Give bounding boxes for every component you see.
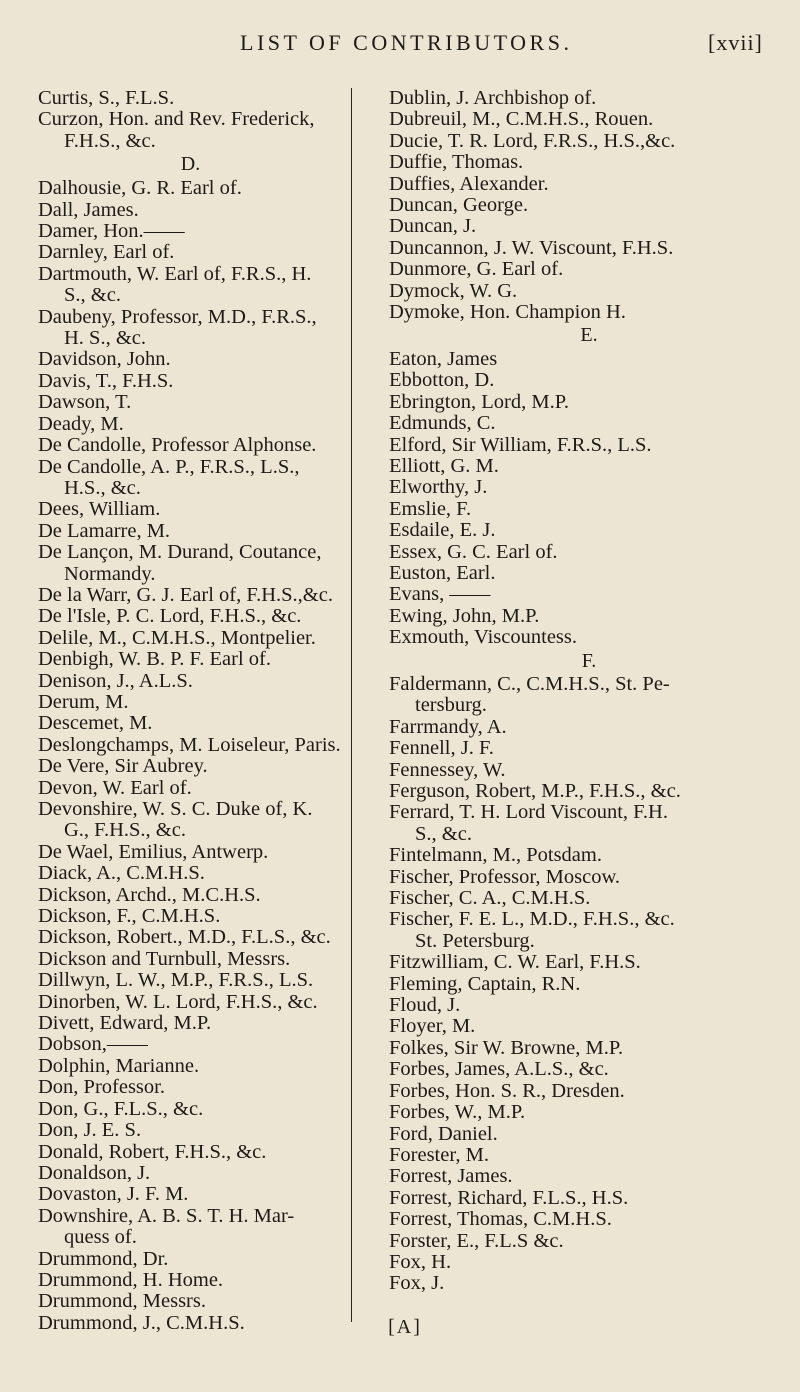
contributor-entry: Derum, M. bbox=[38, 690, 129, 713]
contributor-entry: Dall, James. bbox=[38, 198, 139, 221]
contributor-entry-continuation: G., F.H.S., &c. bbox=[64, 819, 186, 842]
contributor-entry: Ferrard, T. H. Lord Viscount, F.H. bbox=[389, 801, 668, 824]
page-number: [xvii] bbox=[708, 30, 763, 55]
contributor-entry: Damer, Hon.—— bbox=[38, 220, 185, 243]
contributor-entry: Dickson, F., C.M.H.S. bbox=[38, 905, 221, 928]
contributor-entry: Dillwyn, L. W., M.P., F.R.S., L.S. bbox=[38, 969, 314, 992]
contributor-entry: Edmunds, C. bbox=[389, 412, 496, 435]
contributor-entry: Forbes, James, A.L.S., &c. bbox=[389, 1058, 609, 1081]
contributor-entry-continuation: H. S., &c. bbox=[64, 327, 146, 350]
contributor-entry: Dickson, Robert., M.D., F.L.S., &c. bbox=[38, 926, 331, 949]
contributor-entry: Drummond, J., C.M.H.S. bbox=[38, 1311, 245, 1334]
contributor-entry: Dunmore, G. Earl of. bbox=[389, 258, 564, 281]
contributor-entry: Drummond, H. Home. bbox=[38, 1268, 224, 1291]
contributor-entry-continuation: H.S., &c. bbox=[64, 476, 141, 499]
contributor-entry: De Wael, Emilius, Antwerp. bbox=[38, 840, 269, 863]
contributor-entry: Dickson, Archd., M.C.H.S. bbox=[38, 883, 261, 906]
contributor-entry: Dobson,—— bbox=[38, 1033, 148, 1056]
contributor-entry: Curtis, S., F.L.S. bbox=[38, 87, 175, 109]
contributor-entry: Elworthy, J. bbox=[389, 476, 488, 499]
contributor-entry: Esdaile, E. J. bbox=[389, 519, 496, 542]
contributor-entry: Essex, G. C. Earl of. bbox=[389, 540, 558, 563]
contributor-entry: Dalhousie, G. R. Earl of. bbox=[38, 177, 242, 200]
contributor-entry: De la Warr, G. J. Earl of, F.H.S.,&c. bbox=[38, 583, 333, 606]
contributor-entry: Davis, T., F.H.S. bbox=[38, 369, 174, 392]
contributor-entry: Floud, J. bbox=[389, 994, 461, 1017]
contributor-entry: Dovaston, J. F. M. bbox=[38, 1183, 189, 1206]
contributor-entry: Duffie, Thomas. bbox=[389, 151, 524, 174]
contributor-entry: Duffies, Alexander. bbox=[389, 172, 549, 195]
contributor-entry: Forester, M. bbox=[389, 1143, 489, 1166]
contributor-entry: Ebbotton, D. bbox=[389, 369, 495, 392]
contributor-entry: Fischer, Professor, Moscow. bbox=[389, 865, 621, 888]
contributor-entry: Exmouth, Viscountess. bbox=[389, 626, 578, 649]
contributor-entry: Devonshire, W. S. C. Duke of, K. bbox=[38, 798, 313, 820]
contributor-entry: Fintelmann, M., Potsdam. bbox=[389, 844, 602, 867]
signature-mark: [A] bbox=[388, 1316, 422, 1338]
contributor-entry: Dinorben, W. L. Lord, F.H.S., &c. bbox=[38, 990, 318, 1013]
contributor-entry-continuation: S., &c. bbox=[415, 822, 472, 845]
section-letter: D. bbox=[180, 153, 201, 176]
contributor-entry: Ford, Daniel. bbox=[389, 1122, 498, 1145]
section-letter: E. bbox=[580, 324, 598, 347]
contributor-entry: Don, J. E. S. bbox=[38, 1119, 142, 1142]
contributor-entry: Fitzwilliam, C. W. Earl, F.H.S. bbox=[389, 951, 641, 974]
contributor-entry: Forrest, Richard, F.L.S., H.S. bbox=[389, 1186, 629, 1209]
contributor-entry: Fox, H. bbox=[389, 1250, 452, 1273]
page-footer bbox=[0, 1316, 800, 1339]
contributor-entry: Fox, J. bbox=[389, 1272, 445, 1295]
contributor-entry: Folkes, Sir W. Browne, M.P. bbox=[389, 1036, 624, 1059]
contributor-entry: Faldermann, C., C.M.H.S., St. Pe- bbox=[389, 672, 670, 695]
left-column bbox=[38, 88, 343, 1334]
contributor-entry: Curzon, Hon. and Rev. Frederick, bbox=[38, 108, 315, 131]
contributor-entry: Forster, E., F.L.S &c. bbox=[389, 1229, 564, 1252]
contributor-entry: Dymock, W. G. bbox=[389, 279, 518, 302]
contributor-entry: Forbes, W., M.P. bbox=[389, 1101, 526, 1124]
contributor-entry: Duncannon, J. W. Viscount, F.H.S. bbox=[389, 236, 674, 259]
contributor-entry: De l'Isle, P. C. Lord, F.H.S., &c. bbox=[38, 605, 302, 628]
contributor-entry: Dees, William. bbox=[38, 498, 161, 521]
contributor-entry: Floyer, M. bbox=[389, 1015, 476, 1038]
contributor-entry: Duncan, George. bbox=[389, 194, 529, 217]
contributor-entry: De Lamarre, M. bbox=[38, 519, 171, 542]
contributor-entry: Eaton, James bbox=[389, 347, 498, 370]
running-header bbox=[0, 30, 800, 70]
contributor-entry: Elford, Sir William, F.R.S., L.S. bbox=[389, 433, 652, 456]
contributor-entry: Euston, Earl. bbox=[389, 561, 496, 584]
contributor-entry: Descemet, M. bbox=[38, 712, 153, 735]
contributor-entry: Ebrington, Lord, M.P. bbox=[389, 390, 569, 413]
contributor-entry: Davidson, John. bbox=[38, 348, 171, 371]
contributor-entry: Drummond, Dr. bbox=[38, 1247, 169, 1270]
contributor-entry: Ducie, T. R. Lord, F.R.S., H.S.,&c. bbox=[389, 129, 676, 152]
contributor-entry-continuation: F.H.S., &c. bbox=[64, 129, 156, 152]
contributor-entry-continuation: quess of. bbox=[64, 1226, 137, 1249]
contributor-entry-continuation: S., &c. bbox=[64, 284, 121, 307]
contributor-entry: Fleming, Captain, R.N. bbox=[389, 972, 581, 995]
contributor-entry: Forrest, Thomas, C.M.H.S. bbox=[389, 1208, 612, 1231]
contributor-entry: Deady, M. bbox=[38, 412, 124, 435]
contributor-entry: De Lançon, M. Durand, Coutance, bbox=[38, 541, 322, 564]
contributor-entry: Delile, M., C.M.H.S., Montpelier. bbox=[38, 626, 316, 649]
contributor-entry: Donaldson, J. bbox=[38, 1161, 151, 1184]
contributor-entry: Drummond, Messrs. bbox=[38, 1290, 206, 1313]
contributor-entry: Forrest, James. bbox=[389, 1165, 513, 1188]
contributor-entry: Diack, A., C.M.H.S. bbox=[38, 862, 205, 885]
contributor-entry-continuation: St. Petersburg. bbox=[415, 929, 535, 952]
contributor-entry: Fennessey, W. bbox=[389, 758, 506, 781]
contributor-entry: Devon, W. Earl of. bbox=[38, 776, 192, 799]
contributor-entry-continuation: Normandy. bbox=[64, 562, 156, 585]
contributor-entry: Don, G., F.L.S., &c. bbox=[38, 1097, 204, 1120]
contributor-entry: Dolphin, Marianne. bbox=[38, 1054, 200, 1077]
contributor-entry: Fennell, J. F. bbox=[389, 737, 494, 760]
contributor-entry: Downshire, A. B. S. T. H. Mar- bbox=[38, 1204, 295, 1227]
right-column bbox=[389, 88, 789, 1295]
contributor-entry: Don, Professor. bbox=[38, 1076, 165, 1099]
contributor-entry: Ewing, John, M.P. bbox=[389, 604, 540, 627]
contributor-entry: Dartmouth, W. Earl of, F.R.S., H. bbox=[38, 262, 312, 285]
contributor-entry: Divett, Edward, M.P. bbox=[38, 1012, 212, 1035]
contributor-entry: Forbes, Hon. S. R., Dresden. bbox=[389, 1079, 625, 1102]
contributor-entry: Dublin, J. Archbishop of. bbox=[389, 87, 597, 109]
contributor-entry: Denbigh, W. B. P. F. Earl of. bbox=[38, 648, 271, 671]
contributor-entry: Dymoke, Hon. Champion H. bbox=[389, 301, 626, 324]
contributor-entry-continuation: tersburg. bbox=[415, 694, 487, 717]
contributor-entry: Duncan, J. bbox=[389, 215, 477, 238]
section-letter: F. bbox=[581, 649, 597, 672]
column-divider bbox=[351, 88, 352, 1322]
contributor-entry: Evans, —— bbox=[389, 583, 491, 606]
contributor-entry: Farrmandy, A. bbox=[389, 715, 507, 738]
page-title: LIST OF CONTRIBUTORS. bbox=[240, 30, 573, 55]
contributor-entry: Ferguson, Robert, M.P., F.H.S., &c. bbox=[389, 780, 681, 802]
contributor-entry: Daubeny, Professor, M.D., F.R.S., bbox=[38, 305, 317, 328]
contributor-entry: Donald, Robert, F.H.S., &c. bbox=[38, 1140, 267, 1163]
contributor-entry: Dickson and Turnbull, Messrs. bbox=[38, 947, 291, 970]
contributor-entry: Fischer, C. A., C.M.H.S. bbox=[389, 887, 591, 910]
contributor-entry: De Candolle, A. P., F.R.S., L.S., bbox=[38, 455, 300, 478]
contributor-entry: Elliott, G. M. bbox=[389, 454, 499, 477]
contributor-entry: Denison, J., A.L.S. bbox=[38, 669, 193, 692]
contributor-entry: De Candolle, Professor Alphonse. bbox=[38, 434, 317, 457]
contributor-entry: Deslongchamps, M. Loiseleur, Paris. bbox=[38, 733, 341, 756]
contributor-entry: Darnley, Earl of. bbox=[38, 241, 175, 264]
contributor-entry: Emslie, F. bbox=[389, 497, 472, 520]
contributor-entry: Fischer, F. E. L., M.D., F.H.S., &c. bbox=[389, 908, 675, 931]
contributor-entry: Dubreuil, M., C.M.H.S., Rouen. bbox=[389, 108, 654, 131]
contributor-entry: De Vere, Sir Aubrey. bbox=[38, 755, 208, 778]
contributor-entry: Dawson, T. bbox=[38, 391, 132, 414]
